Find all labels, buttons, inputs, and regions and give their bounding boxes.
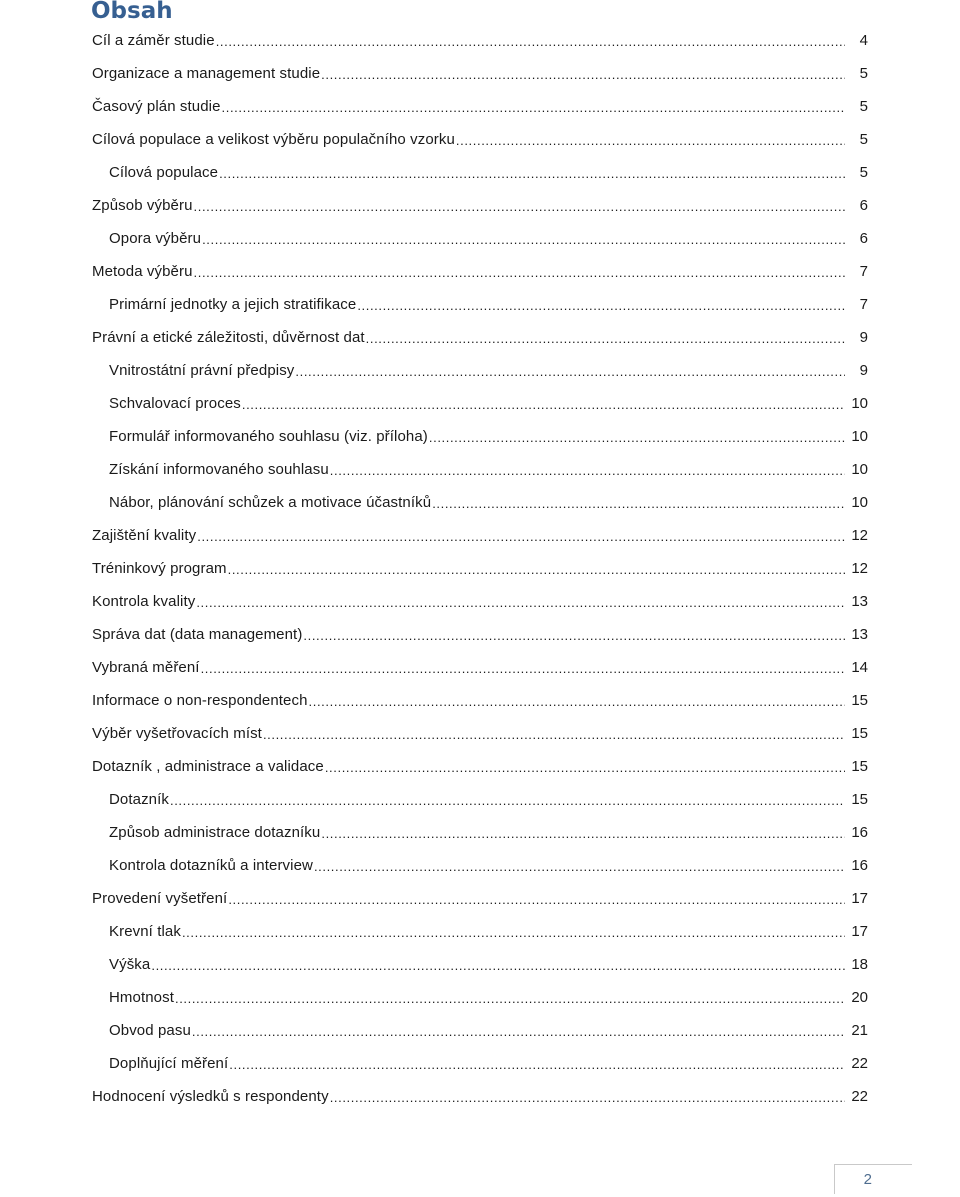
toc-list: [0, 24, 960, 1113]
toc-leader-dots: [357, 298, 845, 313]
toc-entry-page: 15: [851, 692, 868, 709]
toc-entry-label: Časový plán studie: [92, 98, 221, 115]
page-number: 2: [863, 1171, 872, 1188]
toc-entry-page: 20: [851, 989, 868, 1006]
toc-entry-page: 6: [859, 230, 868, 247]
toc-entry-page: 7: [859, 296, 868, 313]
toc-leader-dots: [151, 958, 845, 973]
toc-entry[interactable]: [0, 519, 960, 552]
toc-leader-dots: [325, 760, 845, 775]
toc-entry[interactable]: [0, 453, 960, 486]
toc-leader-dots: [295, 364, 845, 379]
toc-leader-dots: [182, 925, 845, 940]
toc-entry-label: Dotazník , administrace a validace: [92, 758, 324, 775]
toc-entry-label: Obvod pasu: [109, 1022, 191, 1039]
toc-entry-page: 9: [859, 329, 868, 346]
toc-leader-dots: [429, 430, 845, 445]
toc-leader-dots: [456, 133, 845, 148]
toc-leader-dots: [192, 1024, 845, 1039]
toc-entry-page: 7: [859, 263, 868, 280]
toc-entry-label: Hmotnost: [109, 989, 174, 1006]
toc-leader-dots: [175, 991, 845, 1006]
toc-entry-label: Způsob výběru: [92, 197, 193, 214]
toc-leader-dots: [321, 826, 845, 841]
toc-entry-label: Právní a etické záležitosti, důvěrnost dat: [92, 329, 365, 346]
toc-entry-label: Metoda výběru: [92, 263, 193, 280]
toc-entry-page: 22: [851, 1055, 868, 1072]
toc-entry-page: 5: [859, 131, 868, 148]
toc-entry-page: 21: [851, 1022, 868, 1039]
toc-entry-label: Správa dat (data management): [92, 626, 303, 643]
toc-entry[interactable]: [0, 882, 960, 915]
toc-entry[interactable]: [0, 981, 960, 1014]
toc-leader-dots: [216, 34, 845, 49]
toc-entry-page: 17: [851, 923, 868, 940]
toc-entry-label: Informace o non-respondentech: [92, 692, 308, 709]
toc-entry[interactable]: [0, 24, 960, 57]
toc-entry-label: Dotazník: [109, 791, 169, 808]
toc-entry-label: Provedení vyšetření: [92, 890, 228, 907]
toc-entry[interactable]: [0, 486, 960, 519]
toc-entry-label: Formulář informovaného souhlasu (viz. příloha): [109, 428, 428, 445]
toc-leader-dots: [309, 694, 845, 709]
toc-entry[interactable]: [0, 618, 960, 651]
toc-entry-label: Hodnocení výsledků s respondenty: [92, 1088, 329, 1105]
toc-leader-dots: [229, 1057, 845, 1072]
toc-heading: Obsah: [91, 0, 173, 24]
toc-entry-label: Výběr vyšetřovacích míst: [92, 725, 262, 742]
toc-leader-dots: [170, 793, 845, 808]
toc-entry[interactable]: [0, 783, 960, 816]
toc-leader-dots: [228, 892, 845, 907]
toc-entry[interactable]: [0, 1047, 960, 1080]
toc-leader-dots: [202, 232, 845, 247]
toc-leader-dots: [201, 661, 845, 676]
toc-entry[interactable]: [0, 585, 960, 618]
toc-leader-dots: [321, 67, 845, 82]
toc-entry[interactable]: [0, 420, 960, 453]
toc-leader-dots: [196, 595, 845, 610]
toc-entry[interactable]: [0, 189, 960, 222]
toc-entry-page: 6: [859, 197, 868, 214]
toc-entry[interactable]: [0, 255, 960, 288]
toc-entry-label: Vybraná měření: [92, 659, 200, 676]
toc-entry-page: 10: [851, 395, 868, 412]
toc-entry-page: 18: [851, 956, 868, 973]
toc-entry-label: Cílová populace a velikost výběru populačního vzorku: [92, 131, 455, 148]
toc-leader-dots: [194, 265, 845, 280]
toc-entry-page: 9: [859, 362, 868, 379]
toc-entry-label: Nábor, plánování schůzek a motivace účastníků: [109, 494, 432, 511]
toc-entry[interactable]: [0, 288, 960, 321]
toc-entry[interactable]: [0, 552, 960, 585]
toc-entry-page: 10: [851, 494, 868, 511]
toc-entry-label: Zajištění kvality: [92, 527, 197, 544]
toc-entry-page: 16: [851, 824, 868, 841]
toc-entry-page: 10: [851, 461, 868, 478]
toc-leader-dots: [330, 1090, 845, 1105]
toc-leader-dots: [194, 199, 845, 214]
toc-entry[interactable]: [0, 1014, 960, 1047]
toc-entry-label: Organizace a management studie: [92, 65, 321, 82]
toc-entry[interactable]: [0, 1080, 960, 1113]
toc-entry[interactable]: [0, 321, 960, 354]
toc-entry-label: Způsob administrace dotazníku: [109, 824, 321, 841]
toc-entry-label: Kontrola dotazníků a interview: [109, 857, 313, 874]
toc-entry[interactable]: [0, 750, 960, 783]
toc-entry-page: 15: [851, 791, 868, 808]
toc-entry[interactable]: [0, 684, 960, 717]
toc-entry[interactable]: [0, 156, 960, 189]
toc-entry-label: Kontrola kvality: [92, 593, 196, 610]
toc-entry-label: Tréninkový program: [92, 560, 227, 577]
toc-leader-dots: [432, 496, 845, 511]
toc-entry-label: Schvalovací proces: [109, 395, 241, 412]
toc-entry[interactable]: [0, 816, 960, 849]
toc-entry-page: 10: [851, 428, 868, 445]
toc-entry-label: Získání informovaného souhlasu: [109, 461, 329, 478]
toc-leader-dots: [314, 859, 845, 874]
page-footer: [834, 1164, 912, 1194]
toc-entry-page: 12: [851, 560, 868, 577]
toc-entry-page: 16: [851, 857, 868, 874]
toc-leader-dots: [242, 397, 845, 412]
toc-entry-page: 22: [851, 1088, 868, 1105]
toc-entry-page: 15: [851, 725, 868, 742]
toc-leader-dots: [330, 463, 845, 478]
toc-entry-label: Cíl a záměr studie: [92, 32, 215, 49]
toc-entry-page: 13: [851, 593, 868, 610]
toc-leader-dots: [228, 562, 845, 577]
toc-leader-dots: [263, 727, 845, 742]
toc-leader-dots: [197, 529, 845, 544]
toc-entry-label: Cílová populace: [109, 164, 219, 181]
toc-leader-dots: [366, 331, 845, 346]
toc-entry-label: Vnitrostátní právní předpisy: [109, 362, 295, 379]
toc-leader-dots: [222, 100, 845, 115]
toc-entry-page: 5: [859, 98, 868, 115]
toc-entry[interactable]: [0, 948, 960, 981]
toc-entry[interactable]: [0, 90, 960, 123]
toc-entry[interactable]: [0, 123, 960, 156]
toc-entry-label: Výška: [109, 956, 151, 973]
toc-entry[interactable]: [0, 222, 960, 255]
toc-entry-page: 5: [859, 164, 868, 181]
toc-entry-label: Opora výběru: [109, 230, 202, 247]
toc-entry-page: 17: [851, 890, 868, 907]
toc-entry-page: 5: [859, 65, 868, 82]
toc-entry[interactable]: [0, 915, 960, 948]
toc-entry[interactable]: [0, 387, 960, 420]
toc-entry[interactable]: [0, 354, 960, 387]
toc-entry-page: 4: [859, 32, 868, 49]
toc-entry[interactable]: [0, 651, 960, 684]
toc-entry-page: 15: [851, 758, 868, 775]
toc-entry[interactable]: [0, 57, 960, 90]
toc-leader-dots: [303, 628, 845, 643]
toc-entry-label: Krevní tlak: [109, 923, 181, 940]
toc-entry[interactable]: [0, 717, 960, 750]
toc-leader-dots: [219, 166, 845, 181]
toc-entry-page: 13: [851, 626, 868, 643]
toc-entry-label: Primární jednotky a jejich stratifikace: [109, 296, 357, 313]
toc-entry[interactable]: [0, 849, 960, 882]
toc-entry-label: Doplňující měření: [109, 1055, 229, 1072]
toc-entry-page: 14: [851, 659, 868, 676]
toc-entry-page: 12: [851, 527, 868, 544]
